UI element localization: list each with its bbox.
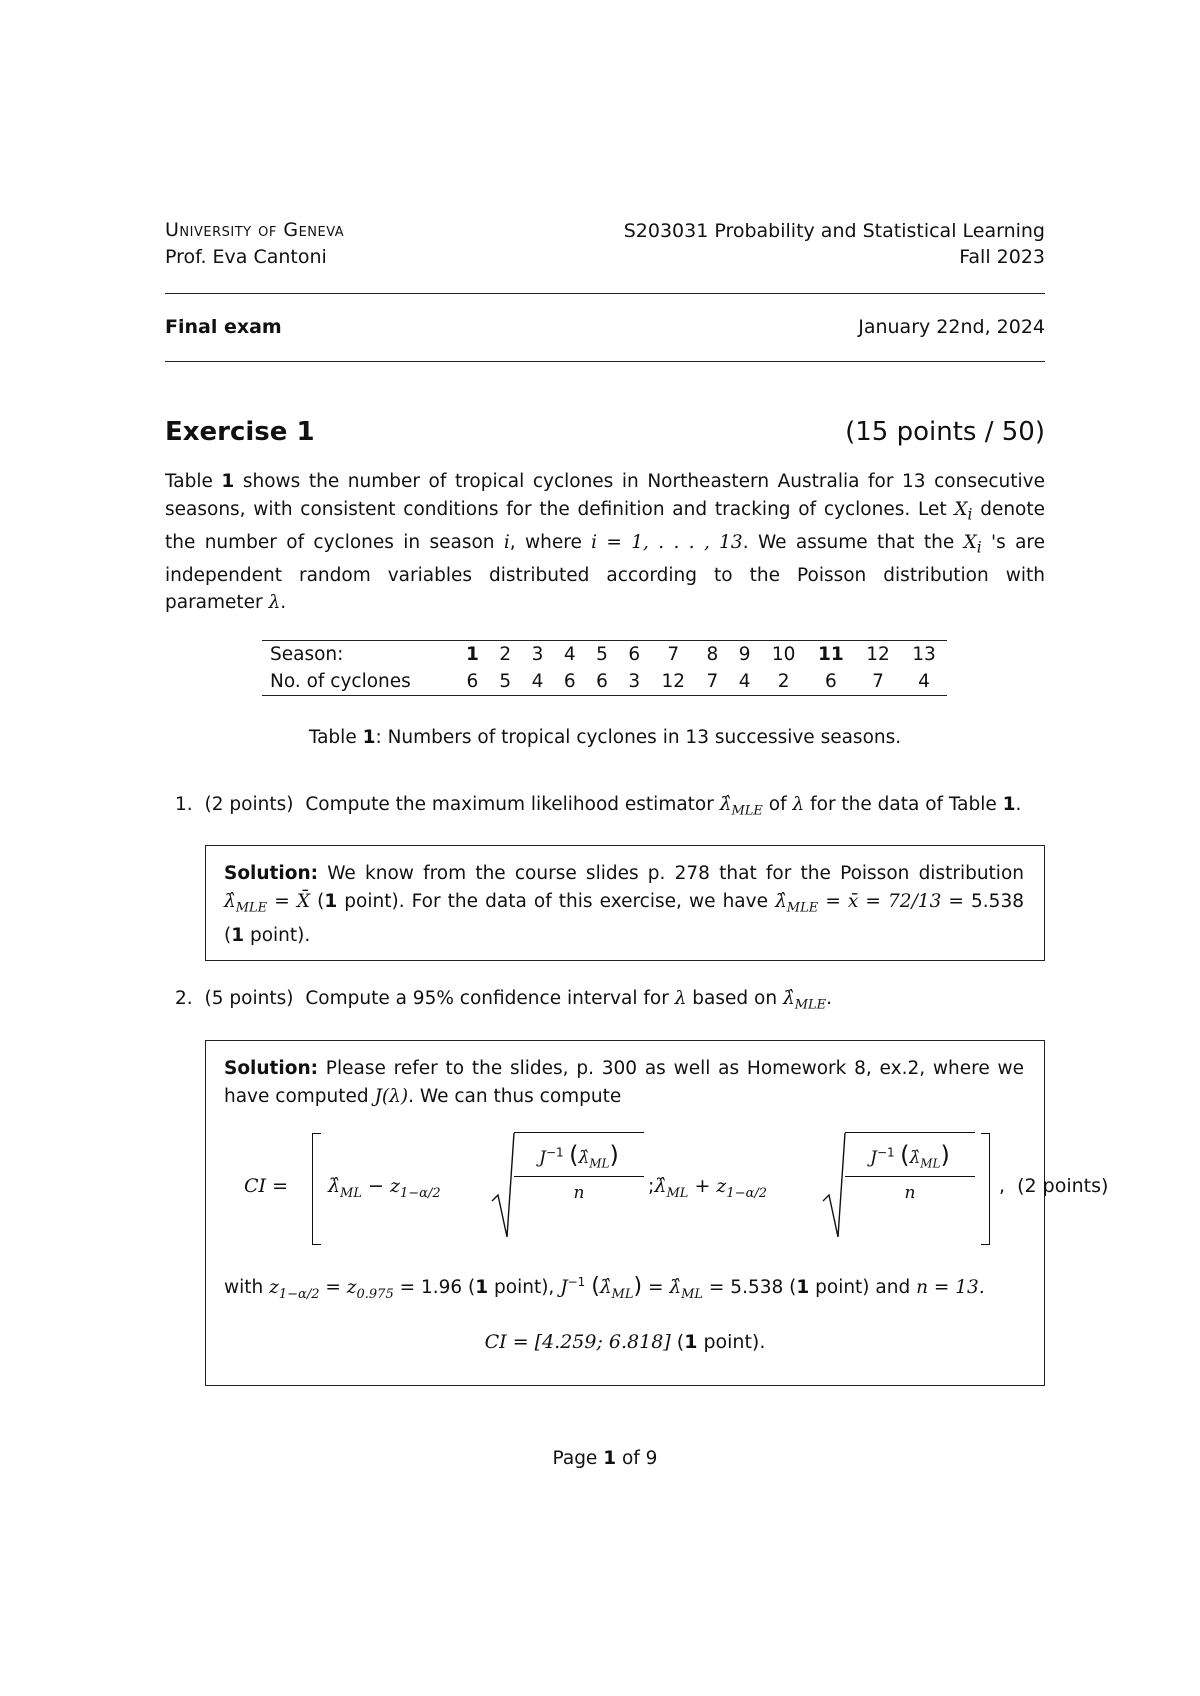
solution-text: (: [670, 1331, 685, 1353]
footer-text: Page: [552, 1448, 604, 1469]
math-sub: MLE: [786, 900, 819, 916]
cyclone-cell: 4: [918, 671, 930, 692]
math-z: z: [269, 1277, 279, 1299]
course-title: S203031 Probability and Statistical Learning: [623, 220, 1045, 242]
cyclone-cell: 3: [628, 671, 641, 692]
math-lambda-hat: λ̂: [775, 890, 787, 912]
intro-text: 's are independent random variables distributed according to the Poisson distribution with parameter: [165, 531, 1046, 614]
season-cell: 6: [628, 644, 641, 665]
points-note: (2 points): [1017, 1175, 1109, 1197]
solution-label: Solution:: [224, 863, 319, 884]
cyclone-cell: 2: [777, 671, 790, 692]
question-text: of: [762, 794, 793, 815]
fraction-2: [845, 1141, 975, 1203]
solution-text: Please refer to the slides, p. 300 as well as Homework 8, ex.2, where we have computed: [224, 1058, 1024, 1107]
math-sub: 1−α/2: [400, 1185, 441, 1201]
cyclone-cell: 6: [824, 671, 837, 692]
season-cell: 12: [866, 644, 890, 665]
question-points: (2 points): [204, 794, 294, 815]
math-lambda-hat: λ̂: [578, 1148, 590, 1168]
cyclone-cell: 7: [872, 671, 884, 692]
season-cell: 2: [499, 644, 512, 665]
math-symbol: X: [954, 498, 968, 520]
solution-text: 5.538 (: [224, 890, 1024, 946]
ci-upper-term: [648, 1175, 767, 1201]
math-sub: ML: [611, 1286, 634, 1302]
math-lambda-hat: λ̂: [224, 890, 236, 912]
solution-text: point).: [244, 924, 311, 946]
math-lambda-hat: λ̂: [719, 794, 732, 815]
season-cell: 5: [596, 644, 608, 665]
exercise-intro: [165, 468, 1045, 617]
question-text: .: [1015, 794, 1022, 815]
math-i: i: [503, 531, 510, 553]
intro-text: .: [280, 592, 287, 614]
math-xi: [954, 498, 973, 524]
math-lambda-hat: λ̂: [782, 988, 795, 1009]
solution-2-box: [205, 1040, 1109, 1386]
question-points: (5 points): [204, 988, 294, 1009]
cyclone-cell: 5: [499, 671, 512, 692]
math-j: J: [560, 1277, 568, 1299]
ci-points-note: [999, 1175, 1108, 1197]
sqrt-bar-2: [845, 1132, 975, 1133]
math-sub: ML: [681, 1286, 704, 1302]
math-op: +: [688, 1175, 717, 1197]
math-ci: CI: [244, 1175, 267, 1197]
math-paren: (: [900, 1141, 910, 1169]
caption-text: Table: [308, 727, 363, 748]
ci-formula: [244, 1127, 1109, 1257]
math-sub: MLE: [794, 997, 827, 1013]
math-equals: =: [272, 1175, 289, 1197]
solution-text: We know from the course slides p. 278 that for the Poisson distribution: [318, 863, 1024, 884]
caption-text: : Numbers of tropical cyclones in 13 successive seasons.: [375, 727, 902, 748]
season-cell: 4: [563, 644, 576, 665]
cyclone-cell: 4: [531, 671, 544, 692]
math-ci: CI: [484, 1331, 507, 1353]
cyclone-cell: 7: [706, 671, 719, 692]
caption-number: 1: [362, 727, 376, 748]
math-sub: 0.975: [356, 1286, 394, 1302]
math-z: z: [390, 1175, 401, 1197]
math-paren: ): [609, 1141, 619, 1169]
math-sub: ML: [589, 1156, 610, 1171]
professor-name: Prof. Eva Cantoni: [165, 246, 327, 268]
point-count: 1: [796, 1277, 810, 1299]
math-j: J(λ): [374, 1085, 409, 1107]
question-text: Compute the maximum likelihood estimator: [305, 794, 720, 815]
season-cell: 8: [706, 644, 719, 665]
math-paren: ): [633, 1274, 643, 1300]
season-cell: 7: [667, 644, 680, 665]
fraction-1-num: [514, 1141, 644, 1177]
left-bracket: [312, 1133, 321, 1245]
math-paren: ): [940, 1141, 950, 1169]
math-paren: (: [591, 1274, 600, 1300]
question-number: 1.: [175, 794, 193, 815]
math-lambda-hat: λ̂: [669, 1277, 682, 1299]
cyclone-cell: 6: [563, 671, 576, 692]
page-number: 1: [603, 1448, 617, 1469]
math-sup: −1: [567, 1275, 586, 1289]
solution-label: Solution:: [224, 1058, 319, 1079]
ci-final: [206, 1331, 1044, 1353]
math-result: = x̄ = 72/13 =: [818, 890, 964, 912]
question-number: 2.: [175, 988, 193, 1009]
solution-1-text: [224, 860, 1024, 949]
math-n: n = 13.: [916, 1277, 985, 1299]
math-lambda-hat: λ̂: [654, 1175, 667, 1197]
math-sub: 1−α/2: [278, 1286, 320, 1302]
cyclone-table-wrapper: [262, 640, 947, 696]
solution-1-box: [205, 845, 1045, 961]
solution-2-values: [224, 1269, 1024, 1308]
season-cell: 13: [912, 644, 936, 665]
fraction-1: [514, 1141, 644, 1203]
cyclones-label: No. of cyclones: [270, 671, 411, 692]
point-count: 1: [475, 1277, 489, 1299]
math-sub: MLE: [731, 803, 763, 819]
cyclone-table: [262, 641, 947, 695]
intro-text: denote the number of cyclones in season: [165, 498, 1045, 553]
season-cell: 9: [738, 644, 751, 665]
table-row-cyclones: [262, 668, 947, 695]
math-sub: i: [967, 505, 973, 524]
season-label: Season:: [270, 644, 344, 665]
fraction-2-den: n: [904, 1183, 916, 1204]
math-sub: ML: [666, 1185, 689, 1201]
math-z: = z: [319, 1277, 357, 1299]
sqrt-bar-1: [514, 1132, 644, 1133]
ci-lower-term: [328, 1175, 441, 1201]
sqrt-sign-2: [822, 1131, 846, 1241]
exercise-title: Exercise 1: [165, 417, 315, 447]
exam-date: January 22nd, 2024: [858, 316, 1045, 338]
solution-text: point).: [697, 1331, 766, 1353]
exam-title: Final exam: [165, 316, 282, 338]
math-sub: MLE: [235, 900, 268, 916]
season-cell: 3: [531, 644, 544, 665]
math-sub: ML: [920, 1156, 941, 1171]
solution-text: point),: [488, 1277, 561, 1299]
solution-text: = 5.538 (: [703, 1277, 797, 1299]
solution-2-text: [224, 1055, 1024, 1110]
math-j: J: [539, 1148, 546, 1168]
math-op: =: [642, 1277, 670, 1299]
intro-text: , where: [509, 531, 592, 553]
question-2: [175, 988, 832, 1013]
term: Fall 2023: [959, 246, 1045, 268]
math-sub: 1−α/2: [726, 1185, 768, 1201]
page-total: 9: [645, 1448, 658, 1469]
exercise-points: (15 points / 50): [845, 417, 1045, 447]
solution-text: point) and: [809, 1277, 911, 1299]
table-ref: 1: [221, 471, 235, 492]
question-text: for the data of Table: [804, 794, 1003, 815]
fraction-2-num: [845, 1141, 975, 1177]
math-op: ,: [999, 1175, 1006, 1197]
cyclone-cell: 12: [661, 671, 686, 692]
math-paren: (: [569, 1141, 579, 1169]
math-lambda: λ: [674, 988, 687, 1009]
math-lambda: λ: [268, 592, 281, 614]
fraction-1-den: n: [573, 1183, 585, 1204]
season-cell: 1: [465, 644, 479, 665]
page-footer: [165, 1448, 1045, 1469]
footer-text: of: [616, 1448, 646, 1469]
math-xi: [963, 531, 982, 557]
ci-result: = [4.259; 6.818]: [506, 1331, 671, 1353]
university-name: University of Geneva: [165, 219, 345, 241]
solution-text: point). For the data of this exercise, we have: [337, 890, 776, 912]
math-lambda-hat: λ̂: [909, 1148, 921, 1168]
cyclone-cell: 4: [738, 671, 751, 692]
sqrt-sign-1: [491, 1131, 515, 1241]
header-rule-top: [165, 293, 1045, 294]
solution-text: . We can thus compute: [408, 1085, 622, 1107]
math-lambda: λ: [792, 794, 805, 815]
solution-text: = 1.96 (: [393, 1277, 476, 1299]
question-text: Compute a 95% confidence interval for: [305, 988, 675, 1009]
point-count: 1: [324, 890, 338, 912]
math-lambda-hat: λ̂: [599, 1277, 612, 1299]
solution-text: (: [310, 890, 325, 912]
math-sup: −1: [545, 1145, 564, 1160]
math-j: J: [870, 1148, 877, 1168]
solution-text: with: [224, 1277, 270, 1299]
math-sub: i: [976, 538, 982, 557]
season-cell: 11: [817, 644, 844, 665]
point-count: 1: [231, 924, 245, 946]
math-op: −: [362, 1175, 390, 1197]
table-row-season: [262, 641, 947, 668]
table-ref: 1: [1002, 794, 1016, 815]
math-symbol: X: [963, 531, 977, 553]
cyclone-cell: 6: [466, 671, 479, 692]
point-count: 1: [684, 1331, 698, 1353]
season-cell: 10: [771, 644, 796, 665]
question-text: .: [826, 988, 833, 1009]
intro-text: . We assume that the: [742, 531, 964, 553]
math-sup: −1: [876, 1145, 895, 1160]
table-caption: [165, 727, 1045, 748]
math-sub: ML: [340, 1185, 362, 1201]
question-text: based on: [686, 988, 783, 1009]
question-1: [175, 794, 1021, 819]
math-op: ;: [648, 1175, 655, 1197]
math-lambda-hat: λ̂: [328, 1175, 341, 1197]
right-bracket: [981, 1133, 990, 1245]
ci-lhs: [244, 1175, 288, 1197]
math-range: i = 1, . . . , 13: [591, 531, 743, 553]
math-xbar: = X̄: [267, 890, 311, 912]
intro-text: Table: [165, 471, 222, 492]
header-rule-bottom: [165, 361, 1045, 362]
math-z: z: [716, 1175, 727, 1197]
cyclone-cell: 6: [596, 671, 608, 692]
intro-text: shows the number of tropical cyclones in Northeastern Australia for 13 consecutive seasons, with consistent conditions for the definition and tracking of cyclones. Let: [165, 471, 1045, 520]
